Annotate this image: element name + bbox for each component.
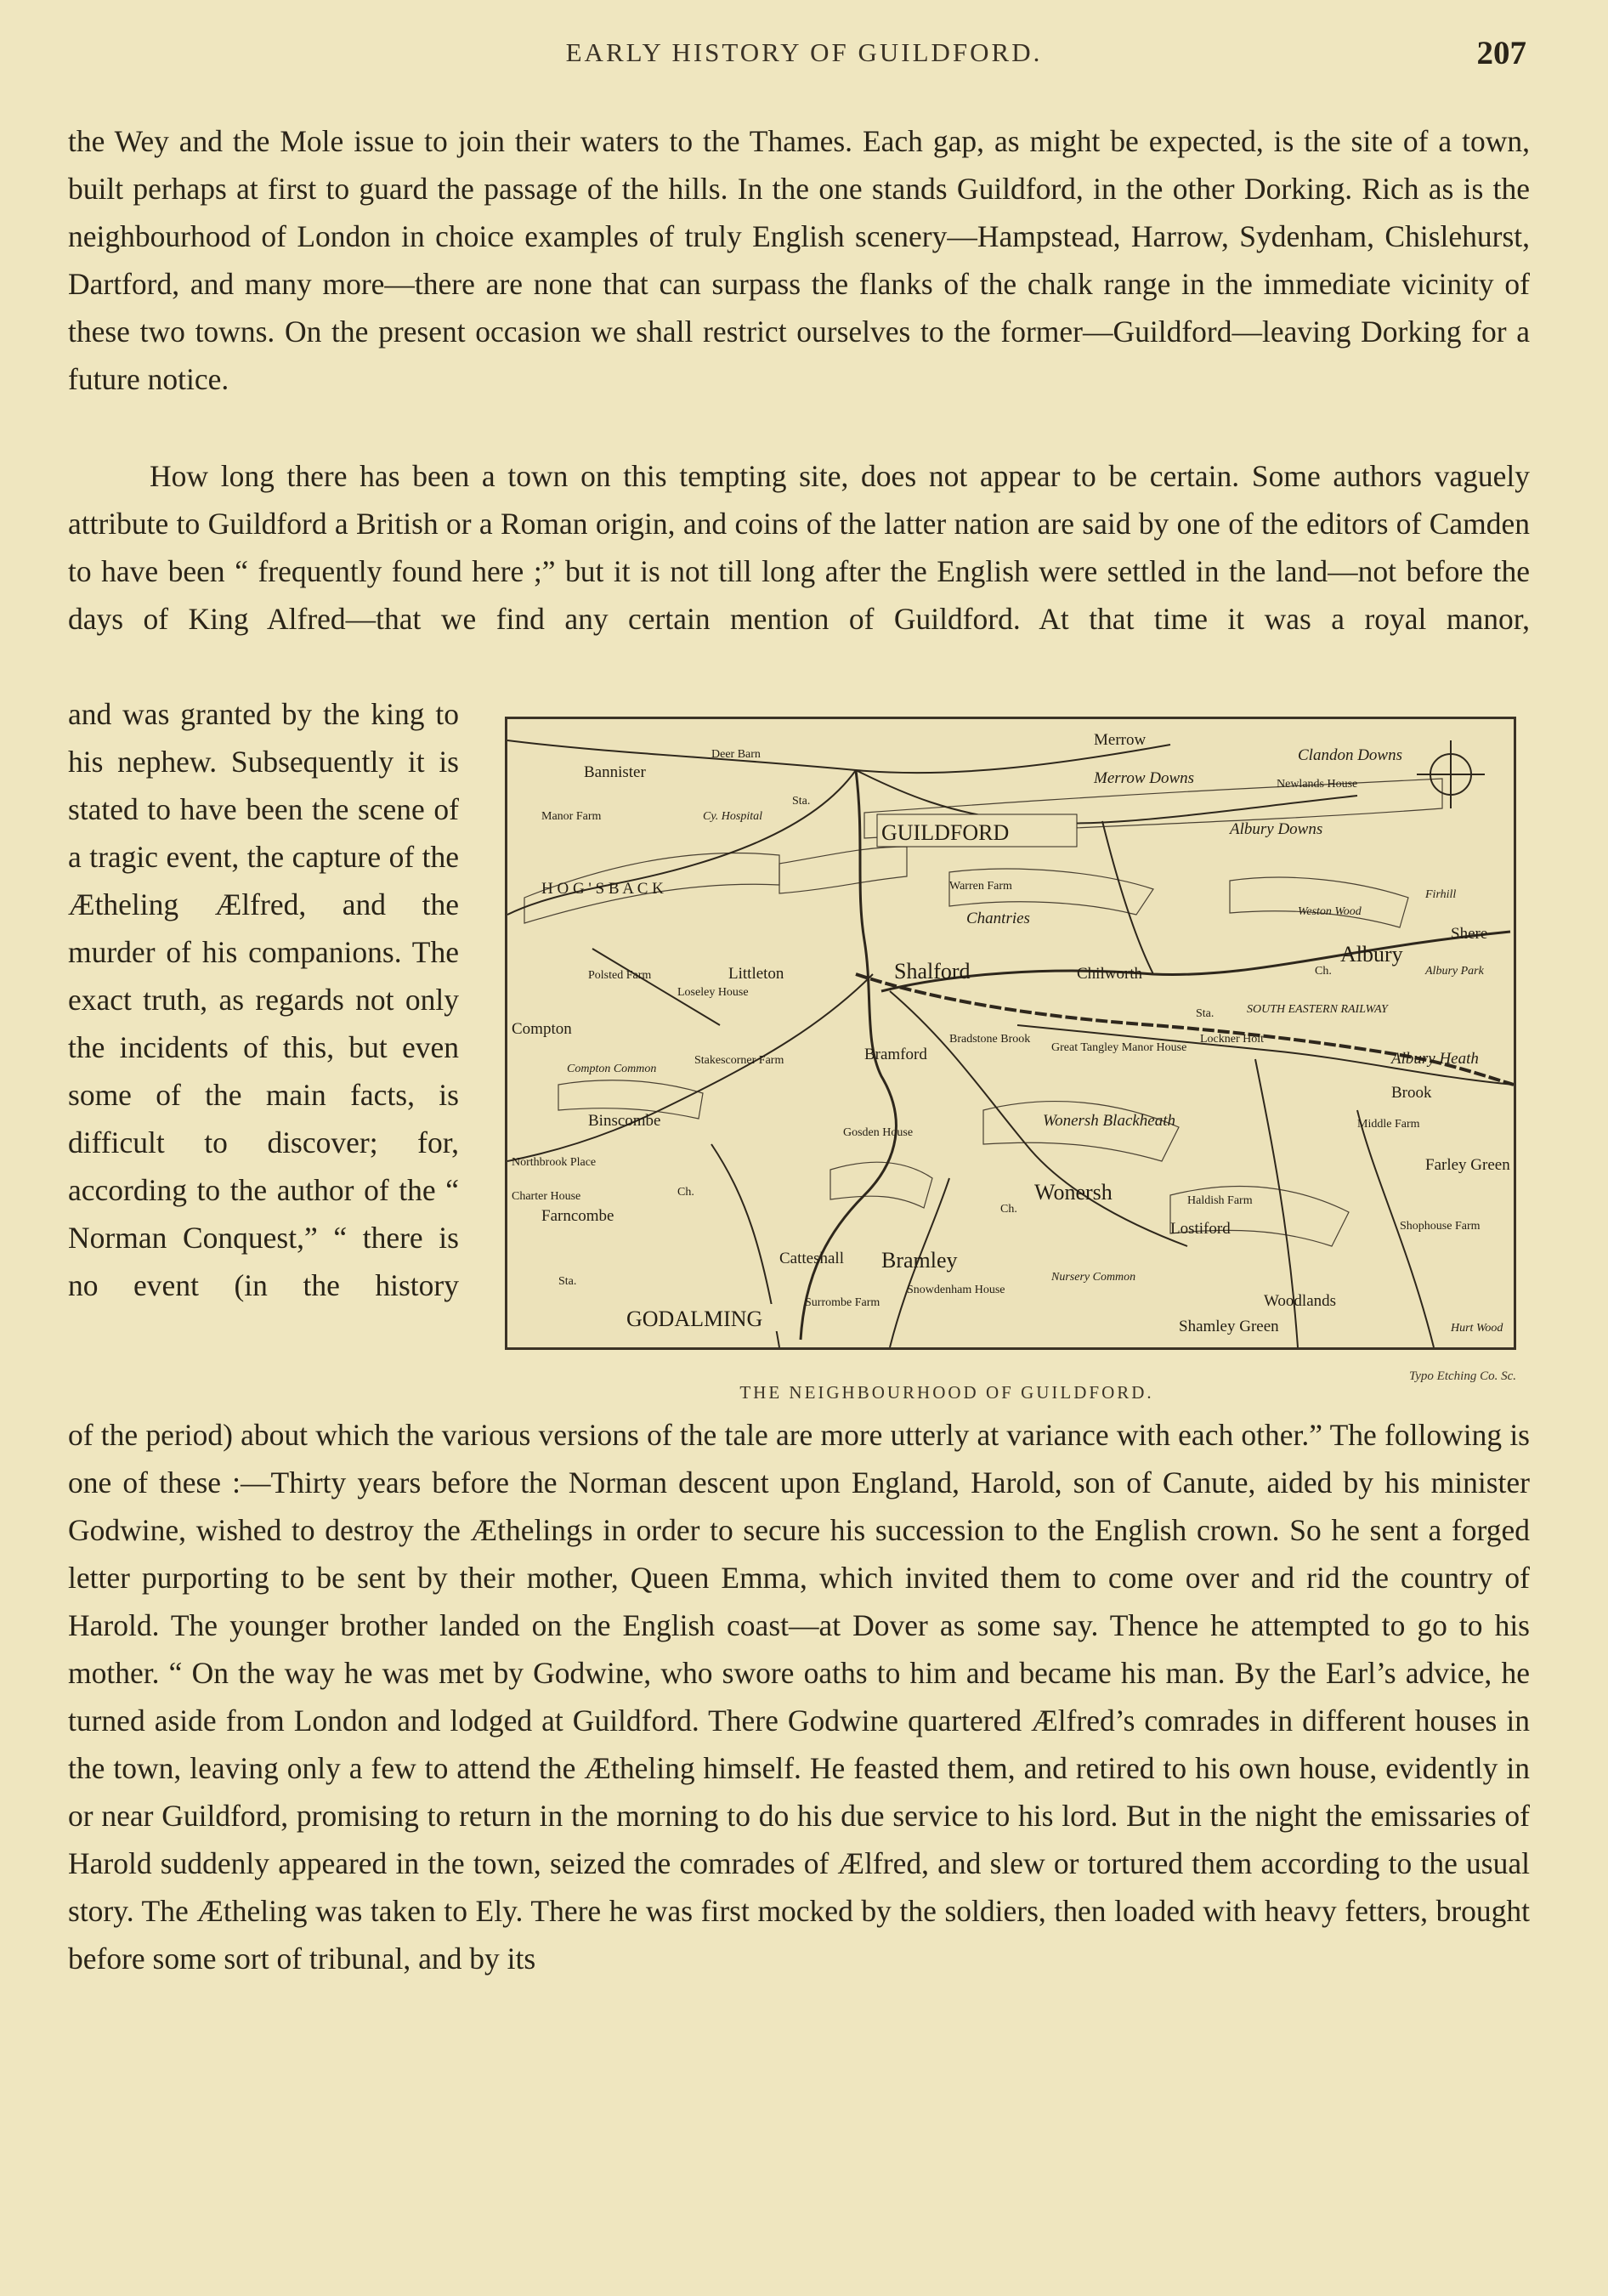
label-bramley: Bramley xyxy=(881,1248,958,1273)
railway xyxy=(856,974,1514,1085)
label-cy-hospital: Cy. Hospital xyxy=(703,810,763,823)
label-shamley-green: Shamley Green xyxy=(1179,1318,1279,1335)
label-warren-farm: Warren Farm xyxy=(949,880,1012,893)
label-lockner-holt: Lockner Holt xyxy=(1200,1033,1265,1046)
label-chantries: Chantries xyxy=(966,910,1030,927)
label-gosden-house: Gosden House xyxy=(843,1126,914,1139)
label-deer-barn: Deer Barn xyxy=(711,748,761,761)
label-clandon-downs: Clandon Downs xyxy=(1298,746,1402,764)
label-compton: Compton xyxy=(512,1020,572,1038)
label-littleton: Littleton xyxy=(728,965,784,983)
label-nursery-common: Nursery Common xyxy=(1051,1271,1136,1284)
label-newlands-house: Newlands House xyxy=(1277,778,1358,791)
river-tillingbourne xyxy=(881,932,1510,991)
label-wonersh-blackheath: Wonersh Blackheath xyxy=(1043,1112,1176,1130)
label-woodlands: Woodlands xyxy=(1264,1292,1337,1310)
label-great-tangley: Great Tangley Manor House xyxy=(1051,1041,1187,1054)
label-shalford: Shalford xyxy=(894,959,971,984)
page-header xyxy=(0,37,1608,80)
label-sta-farncombe: Sta. xyxy=(558,1275,577,1288)
label-weston-wood: Weston Wood xyxy=(1298,905,1362,918)
paragraph-1: the Wey and the Mole issue to join their waters to the Thames. Each gap, as might be expected, is the site of a town, built perhaps at first to guard the passage of the hills. In the one stands Guildford, in the other Dorking. Rich as is the neighbourhood of London in choice examples of truly English scenery—Hampstead, Harrow, Sydenham, Chislehurst, Dartford, and many more—there are none that can surpass the flanks of the chalk range in the immediate vicinity of these two towns. On the present occasion we shall restrict ourselves to the former—Guildford—leaving Dorking for a future notice. xyxy=(68,124,1530,396)
label-northbrook-place: Northbrook Place xyxy=(512,1156,597,1169)
running-title: EARLY HISTORY OF GUILDFORD. xyxy=(565,37,1043,67)
label-ch-wonersh: Ch. xyxy=(1000,1203,1017,1216)
label-godalming: GODALMING xyxy=(626,1307,763,1331)
label-shophouse-farm: Shophouse Farm xyxy=(1400,1220,1481,1233)
map-frame xyxy=(505,717,1516,1350)
label-shere: Shere xyxy=(1451,925,1488,943)
label-polsted-farm: Polsted Farm xyxy=(588,969,652,982)
label-ch-albury: Ch. xyxy=(1315,965,1332,978)
label-farncombe: Farncombe xyxy=(541,1207,614,1225)
label-ch-farncombe: Ch. xyxy=(677,1186,694,1199)
label-merrow-downs: Merrow Downs xyxy=(1094,769,1195,787)
label-bramford: Bramford xyxy=(864,1046,927,1063)
map-labels xyxy=(512,731,1510,1335)
paragraph-2-continuation: of the period) about which the various versions of the tale are more utterly at variance with each other.” The following is one of these :—Thirty years before the Norman descent upon England, Harold, son of Canute, aided by his minister Godwine, wished to destroy the Æthelings in order to secure his succession to the English crown. So he sent a forged letter purporting to be sent by their mother, Queen Emma, which invited them to come over and rid the country of Harold. The younger brother landed on the English coast—at Dover as some say. Thence he attempted to go to his mother. “ On the way he was met by Godwine, who swore oaths to him and became his man. By the Earl’s advice, he turned aside from London and lodged at Guildford. There Godwine quartered Ælfred’s comrades in different houses in the town, leaving only a few to attend the Ætheling himself. He feasted them, and retired to his own house, evidently in or near Guildford, promising to return in the morning to do his due service to his lord. But in the night the emissaries of Harold suddenly appeared in the town, seized the comrades of Ælfred, and slew or tortured them according to the usual story. The Ætheling was taken to Ely. There he was first mocked by the soldiers, then loaded with heavy fetters, brought before some sort of tribunal, and by its xyxy=(68,1418,1530,1976)
label-brook: Brook xyxy=(1391,1084,1432,1102)
label-compton-common: Compton Common xyxy=(567,1063,657,1075)
label-sta-guildford: Sta. xyxy=(792,795,811,808)
label-surrombe-farm: Surrombe Farm xyxy=(805,1296,880,1309)
label-snowdenham-house: Snowdenham House xyxy=(907,1284,1005,1296)
label-bannister: Bannister xyxy=(584,763,646,781)
paragraph-2: How long there has been a town on this tempting site, does not appear to be certain. Some authors vaguely attribute to Guildford a British or a Roman origin, and coins of the latter nation are said by one of the editors of Camden to have been “ frequently found here ;” but it is not till long after the English were settled in the land—not before the days of King Alfred—that we find any certain mention of Guildford. At that time it was a royal manor, xyxy=(68,459,1530,636)
label-chilworth: Chilworth xyxy=(1077,965,1143,983)
label-lostiford: Lostiford xyxy=(1170,1220,1231,1238)
label-albury-downs: Albury Downs xyxy=(1230,820,1323,838)
label-merrow: Merrow xyxy=(1094,731,1147,749)
label-sta-chilworth: Sta. xyxy=(1196,1007,1214,1020)
label-hurt-wood: Hurt Wood xyxy=(1451,1322,1503,1335)
paragraph-2-side-column: and was granted by the king to his nephew. Subsequently it is stated to have been the scene of a tragic event, the capture of the Ætheling Ælfred, and the murder of his companions. The exact truth, as regards not only the incidents of this, but even some of the main facts, is difficult to discover; for, according to the author of the “ Norman Conquest,” “ there is no event (in the history xyxy=(68,697,459,1302)
label-albury-park: Albury Park xyxy=(1425,965,1484,978)
figure-caption: THE NEIGHBOURHOOD OF GUILDFORD. xyxy=(739,1382,1154,1403)
label-manor-farm: Manor Farm xyxy=(541,810,602,823)
label-guildford: GUILDFORD xyxy=(881,820,1010,845)
label-catteshall: Catteshall xyxy=(779,1250,844,1267)
label-hogs-back: H O G ' S B A C K xyxy=(541,880,664,898)
label-charter-house: Charter House xyxy=(512,1190,581,1203)
label-loseley-house: Loseley House xyxy=(677,986,749,999)
label-albury-heath: Albury Heath xyxy=(1391,1050,1479,1068)
label-middle-farm: Middle Farm xyxy=(1357,1118,1420,1131)
label-haldish-farm: Haldish Farm xyxy=(1187,1194,1253,1207)
label-albury: Albury xyxy=(1340,942,1403,967)
guildford-map xyxy=(507,719,1514,1347)
page-number: 207 xyxy=(1476,35,1526,71)
label-bradstone-brook: Bradstone Brook xyxy=(949,1033,1031,1046)
label-firhill: Firhill xyxy=(1425,888,1457,901)
label-binscombe: Binscombe xyxy=(588,1112,661,1130)
label-farley-green: Farley Green xyxy=(1425,1156,1510,1174)
label-railway: SOUTH EASTERN RAILWAY xyxy=(1247,1003,1388,1016)
label-wonersh: Wonersh xyxy=(1034,1180,1113,1205)
map-figure xyxy=(505,717,1516,1403)
compass-rose-icon xyxy=(1417,740,1485,808)
label-stakescorner-farm: Stakescorner Farm xyxy=(694,1054,784,1067)
engraver-credit: Typo Etching Co. Sc. xyxy=(1409,1369,1516,1383)
